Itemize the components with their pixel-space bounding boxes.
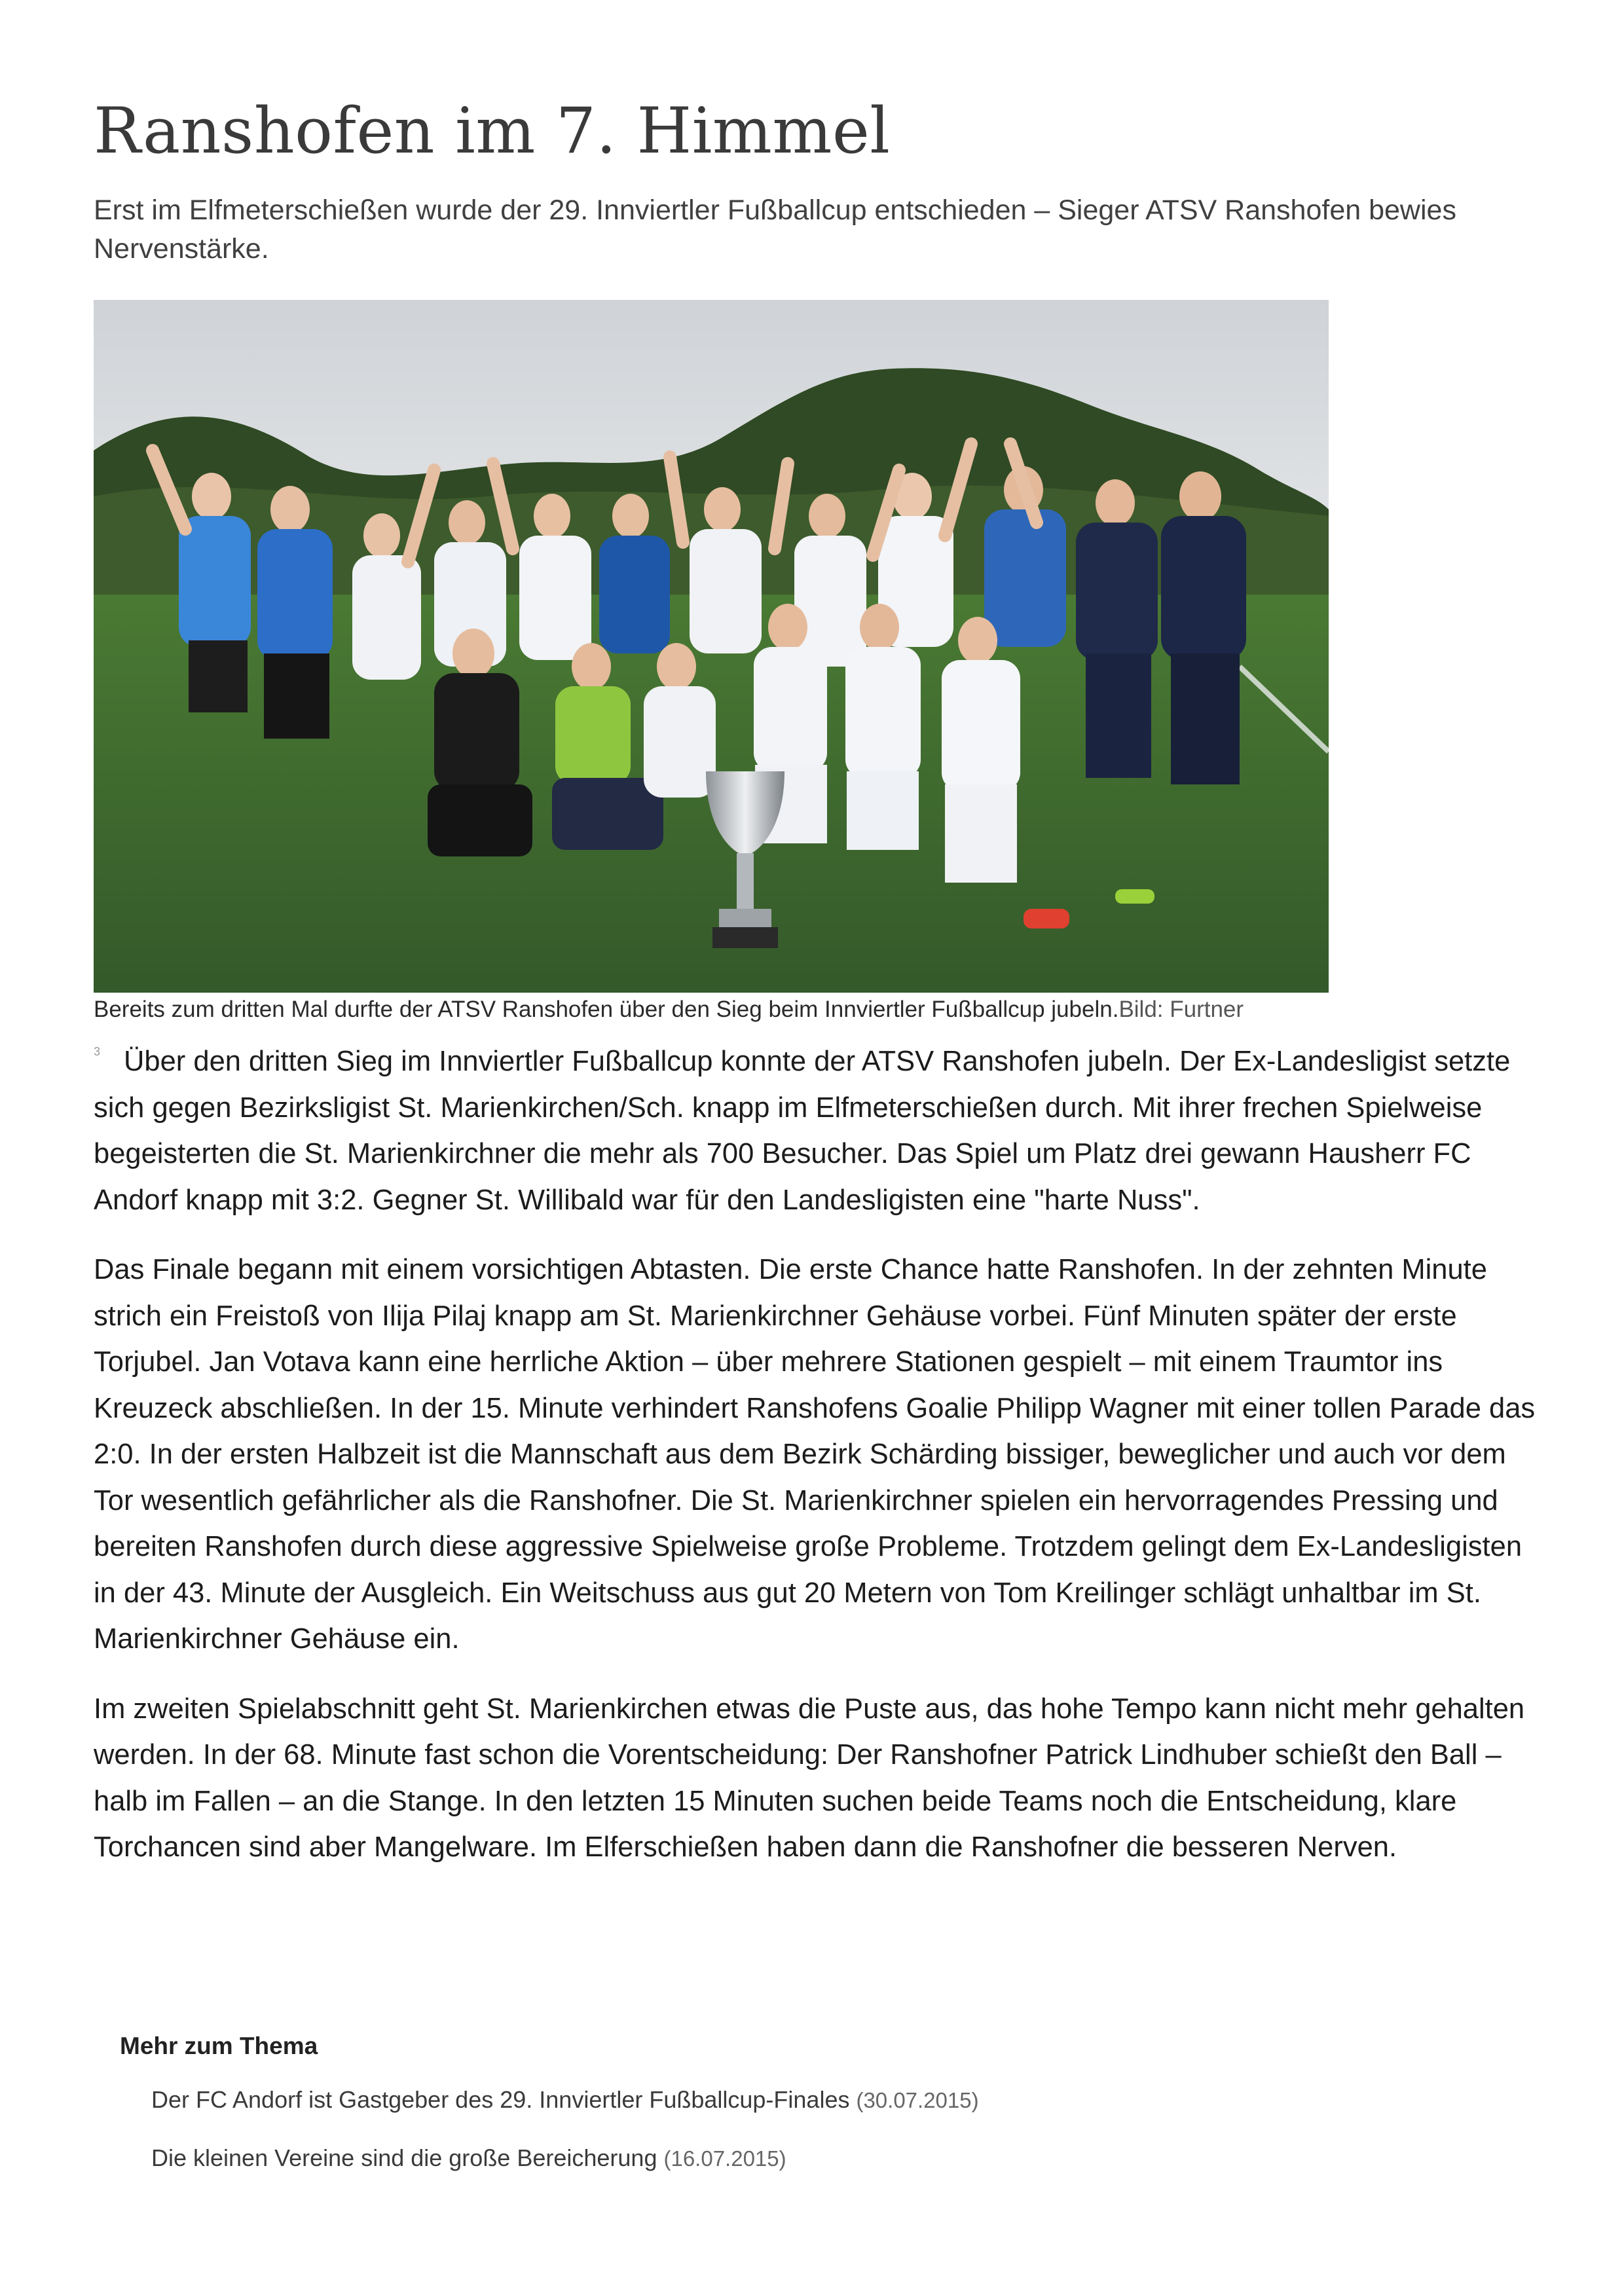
article-paragraph: Das Finale begann mit einem vorsichtigen Abtasten. Die erste Chance hatte Ranshofen. In der zehnten Minute strich ein Freistoß von Ilija Pilaj knapp am St. Marienkirchner Gehäuse vorbei. Fünf Minuten später der erste Torjubel. Jan Votava kann eine herrliche Aktion – über mehrere Stationen gespielt – mit einem Traumtor ins Kreuzeck abschließen. In der 15. Minute verhindert Ranshofens Goalie Philipp Wagner mit einer tollen Parade das 2:0. In der ersten Halbzeit ist die Mannschaft aus dem Bezirk Schärding bissiger, beweglicher und auch vor dem Tor wesentlich gefährlicher als die Ranshofner. Die St. Marienkirchner spielen ein hervorragendes Pressing und bereiten Ranshofen durch diese aggressive Spielweise große Probleme. Trotzdem gelingt dem Ex-Landesligisten in der 43. Minute der Ausgleich. Ein Weitschuss aus gut 20 Metern von Tom Kreilinger schlägt unhaltbar im St. Marienkirchner Gehäuse ein.: [94, 1254, 1536, 1655]
article-lead: Erst im Elfmeterschießen wurde der 29. Innviertler Fußballcup entschieden – Sieger ATSV Ranshofen bewies Nervenstärke.: [94, 194, 1456, 265]
related-link[interactable]: Der FC Andorf ist Gastgeber des 29. Innviertler Fußballcup-Finales: [151, 2086, 850, 2113]
related-list: [120, 2084, 1495, 2175]
photo-caption-text: Bereits zum dritten Mal durfte der ATSV Ranshofen über den Sieg beim Innviertler Fußballcup jubeln.: [94, 997, 1119, 1022]
article-paragraph: [94, 1038, 1547, 1223]
photo-caption: [94, 993, 1547, 1027]
related-date: (16.07.2015): [663, 2146, 786, 2171]
article-paragraph-text: Über den dritten Sieg im Innviertler Fußballcup konnte der ATSV Ranshofen jubeln. Der Ex-Landesligist setzte sich gegen Bezirksligist St. Marienkirchen/Sch. knapp im Elfmeterschießen durch. Mit ihrer frechen Spielweise begeisterten die St. Marienkirchner die mehr als 700 Besucher. Das Spiel um Platz drei gewann Hausherr FC Andorf knapp mit 3:2. Gegner St. Willibald war für den Landesligisten eine "harte Nuss".: [94, 1046, 1511, 1216]
related-title: Mehr zum Thema: [120, 2032, 318, 2059]
paragraph-marker-icon: 3: [94, 1045, 101, 1058]
article-paragraph: Im zweiten Spielabschnitt geht St. Marienkirchen etwas die Puste aus, das hohe Tempo kann nicht mehr gehalten werden. In der 68. Minute fast schon die Vorentscheidung: Der Ranshofner Patrick Lindhuber schießt den Ball – halb im Fallen – an die Stange. In den letzten 15 Minuten suchen beide Teams noch die Entscheidung, klare Torchancen sind aber Mangelware. Im Elferschießen haben dann die Ranshofner die besseren Nerven.: [94, 1693, 1525, 1863]
related-item: [151, 2084, 1495, 2117]
team-celebration-photo[interactable]: [94, 300, 1329, 993]
photo-illustration: [94, 300, 1329, 993]
related-articles: [120, 2030, 1495, 2200]
article-headline: Ranshofen im 7. Himmel: [94, 94, 891, 168]
related-date: (30.07.2015): [856, 2088, 979, 2112]
related-link[interactable]: Die kleinen Vereine sind die große Bereicherung: [151, 2144, 657, 2171]
photo-credit: Bild: Furtner: [1118, 997, 1244, 1022]
article-body: [94, 1038, 1547, 1894]
related-item: [151, 2142, 1495, 2175]
